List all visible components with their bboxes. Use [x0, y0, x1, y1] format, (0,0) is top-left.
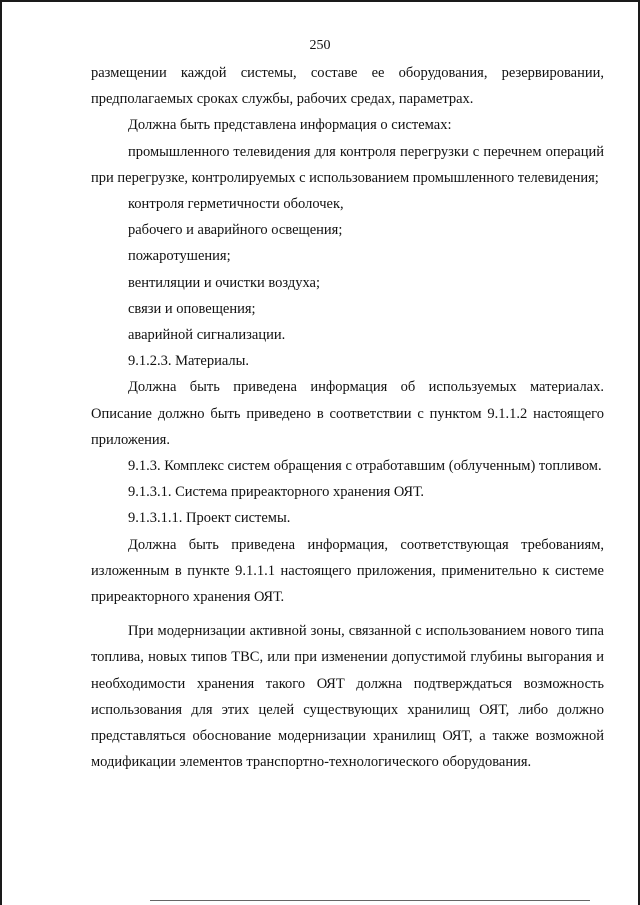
- list-item-leak-control: контроля герметичности оболочек,: [128, 196, 344, 213]
- page-number: 250: [309, 38, 331, 53]
- section-heading-system-design: 9.1.3.1.1. Проект системы.: [128, 510, 291, 527]
- section-heading-storage-system: 9.1.3.1. Система приреакторного хранения ОЯТ.: [128, 484, 425, 501]
- scan-border-left: [0, 0, 2, 905]
- scan-border-top: [0, 0, 640, 2]
- paragraph-systems-info: Должна быть представлена информация о системах:: [128, 117, 452, 134]
- paragraph-requirements: Должна быть приведена информация, соответствующая требованиям, изложенным в пункте 9.1.1.1 настоящего приложения, применительно к системе приреакторного хранения ОЯТ.: [91, 536, 604, 606]
- list-item-lighting: рабочего и аварийного освещения;: [128, 222, 343, 239]
- section-heading-spent-fuel-complex: 9.1.3. Комплекс систем обращения с отработавшим (облученным) топливом.: [128, 458, 602, 475]
- list-item-communication: связи и оповещения;: [128, 300, 256, 317]
- paragraph-storage-intro: размещении каждой системы, составе ее оборудования, резервировании, предполагаемых сроках службы, рабочих средах, параметрах.: [91, 65, 604, 108]
- list-item-alarm: аварийной сигнализации.: [128, 327, 286, 344]
- bottom-rule: [150, 900, 590, 901]
- list-item-fire-extinguishing: пожаротушения;: [128, 248, 231, 265]
- section-heading-materials: 9.1.2.3. Материалы.: [128, 353, 250, 370]
- list-item-ventilation: вентиляции и очистки воздуха;: [128, 274, 320, 291]
- paragraph-modernization: При модернизации активной зоны, связанной с использованием нового типа топлива, новых типов ТВС, или при изменении допустимой глубины выгорания и необходимости хранения такого ОЯТ должна подтверждаться возможность использования для этих целей существующих хранилищ ОЯТ, либо должно представляться обоснование модернизации хранилищ ОЯТ, а также возможной модификации элементов транспортно-технологического оборудования.: [91, 623, 604, 771]
- paragraph-materials: Должна быть приведена информация об используемых материалах. Описание должно быть приведено в соответствии с пунктом 9.1.1.2 настоящего приложения.: [91, 379, 604, 448]
- document-body: [91, 60, 604, 775]
- list-item-industrial-tv: промышленного телевидения для контроля перегрузки с перечнем операций при перегрузке, контролируемых с использованием промышленного телевидения;: [91, 143, 604, 186]
